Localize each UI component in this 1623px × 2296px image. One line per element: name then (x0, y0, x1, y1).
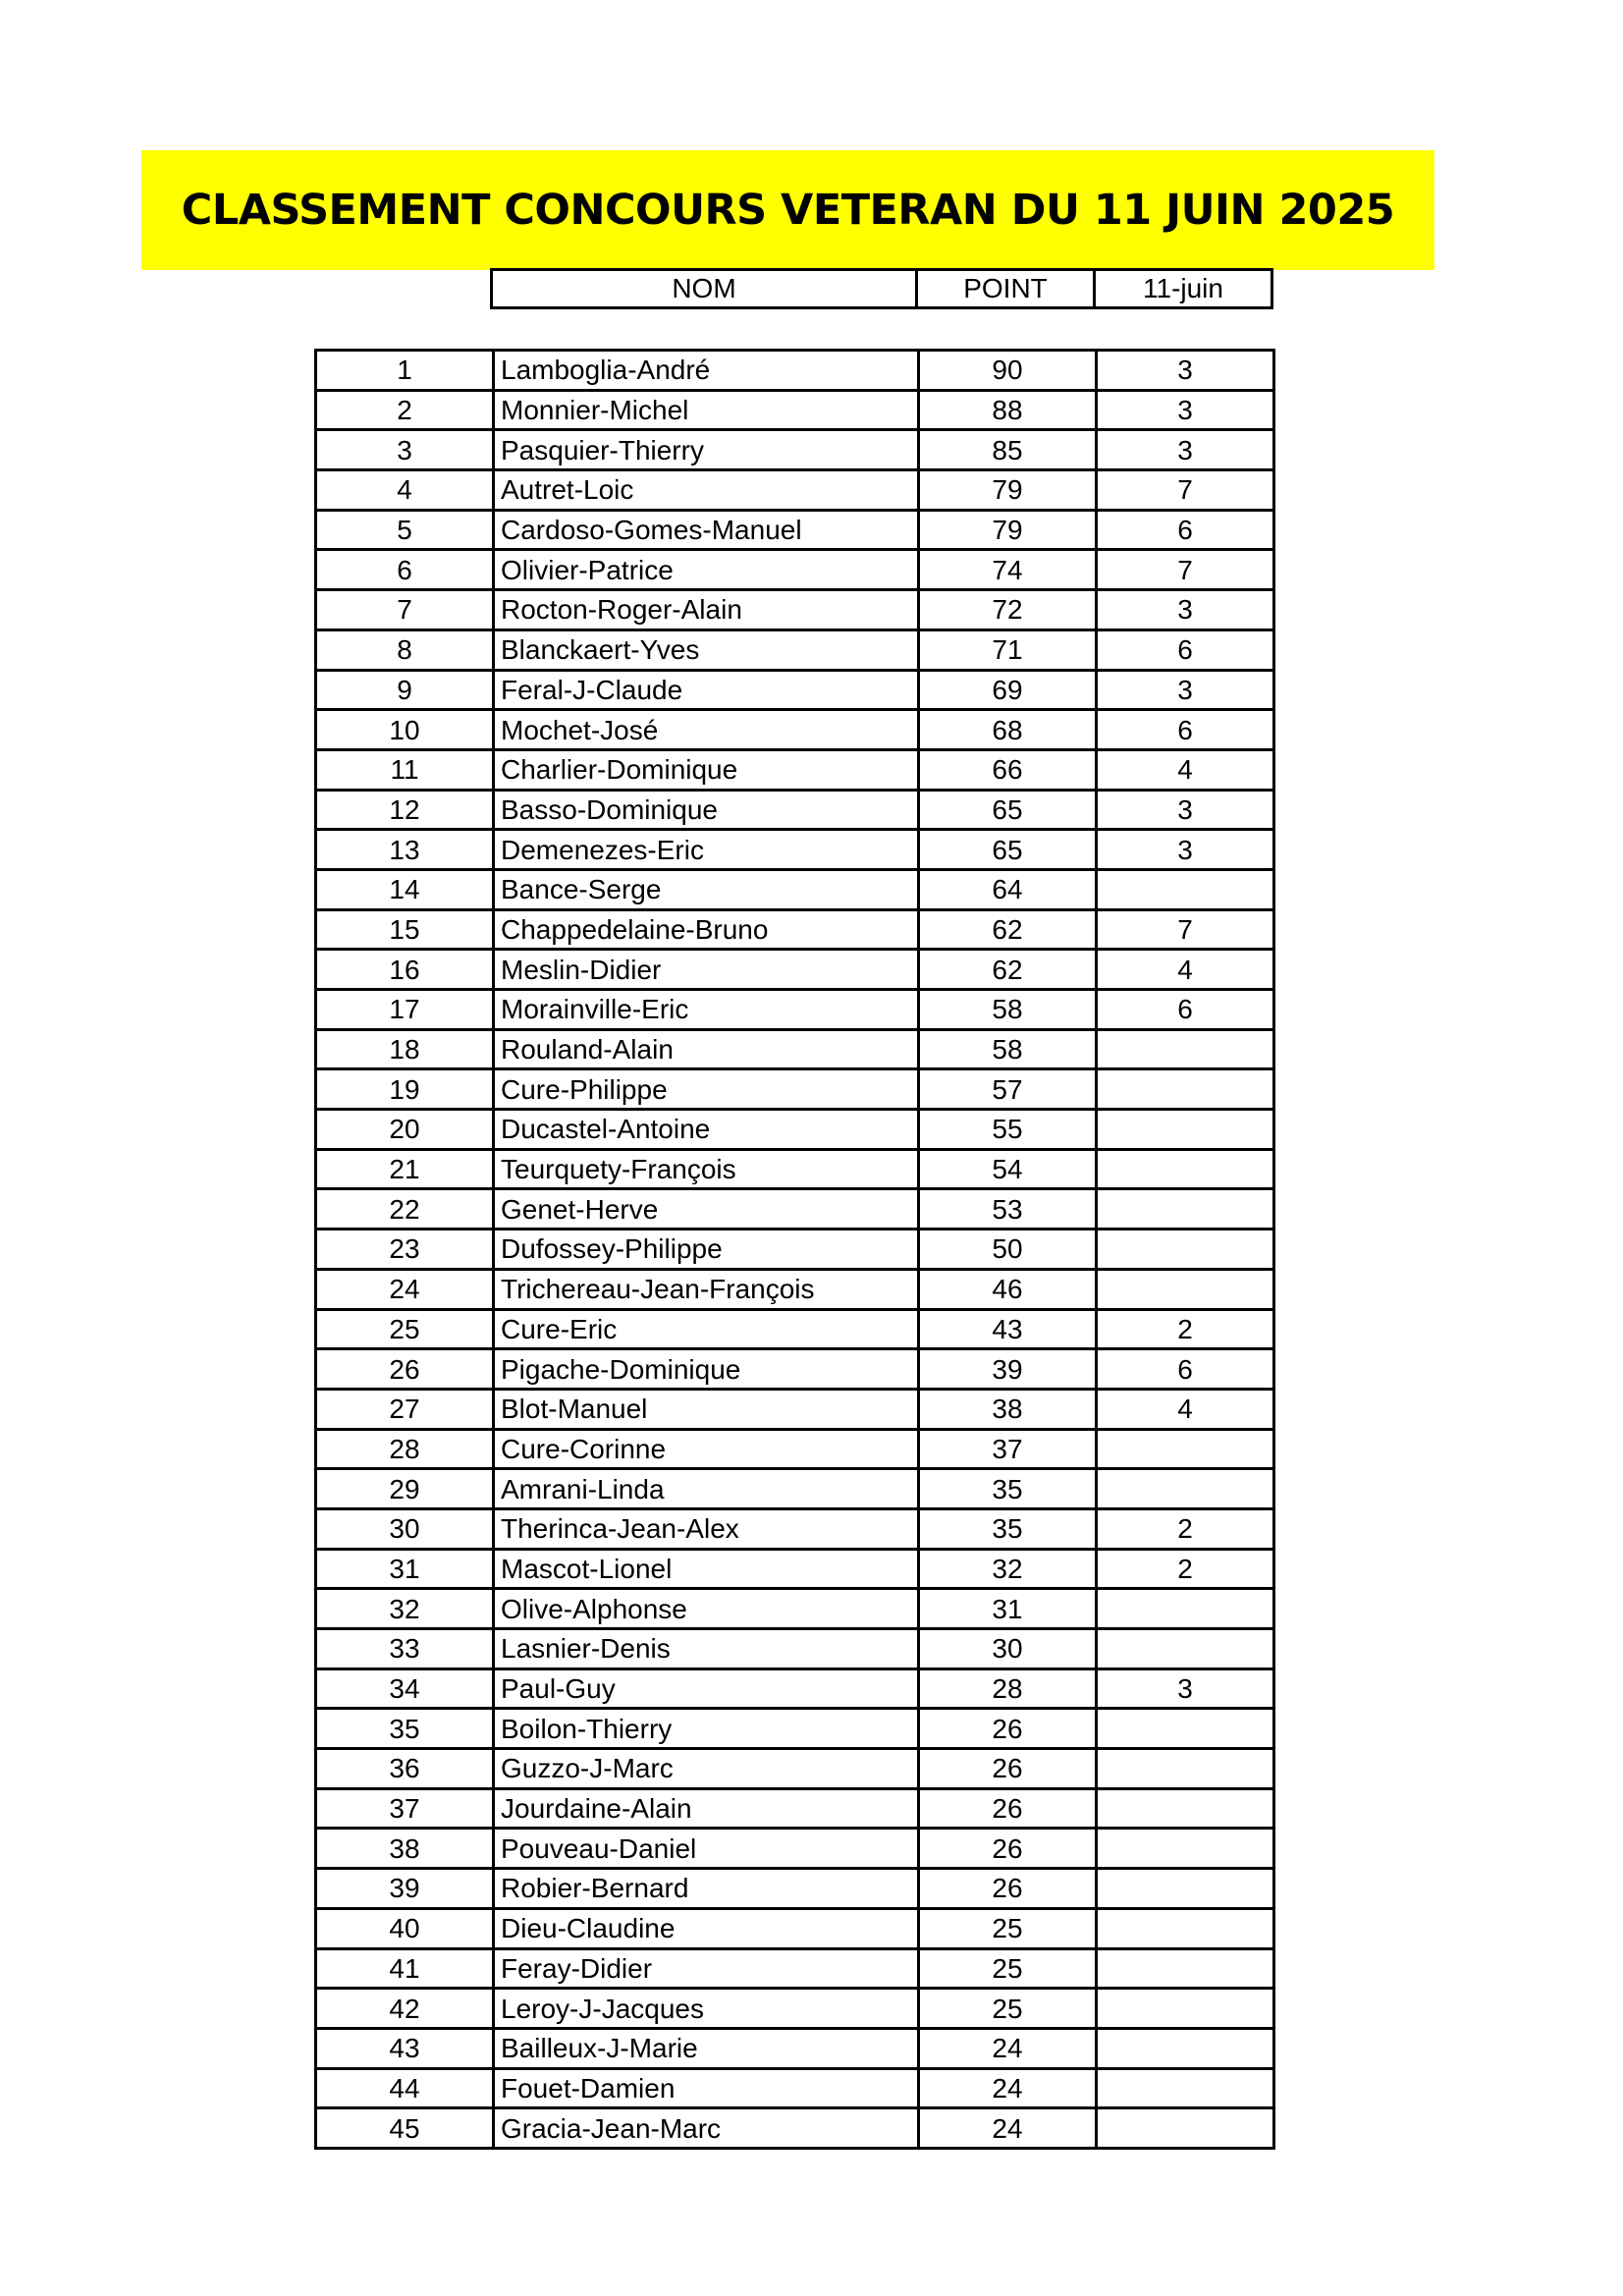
table-row (316, 990, 1274, 1030)
page-title: CLASSEMENT CONCOURS VETERAN DU 11 JUIN 2025 (181, 186, 1395, 235)
point-cell: 43 (919, 1309, 1097, 1349)
header-point: POINT (917, 270, 1095, 308)
name-cell: Guzzo-J-Marc (494, 1749, 919, 1789)
name-cell: Ducastel-Antoine (494, 1110, 919, 1150)
name-cell: Olive-Alphonse (494, 1589, 919, 1629)
table-row (316, 1589, 1274, 1629)
date-score-cell: 3 (1097, 351, 1274, 391)
rank-cell: 43 (316, 2028, 494, 2068)
point-cell: 68 (919, 710, 1097, 750)
point-cell: 26 (919, 1709, 1097, 1749)
column-header-row (492, 270, 1272, 308)
rank-cell: 3 (316, 430, 494, 470)
rank-cell: 8 (316, 629, 494, 670)
table-row (316, 869, 1274, 909)
name-cell: Autret-Loic (494, 470, 919, 511)
column-header-table (490, 268, 1273, 309)
date-score-cell (1097, 1149, 1274, 1189)
rank-cell: 33 (316, 1629, 494, 1669)
name-cell: Robier-Bernard (494, 1869, 919, 1909)
point-cell: 26 (919, 1788, 1097, 1829)
header-date: 11-juin (1095, 270, 1272, 308)
name-cell: Pasquier-Thierry (494, 430, 919, 470)
table-row (316, 1230, 1274, 1270)
date-score-cell: 3 (1097, 430, 1274, 470)
table-row (316, 950, 1274, 990)
name-cell: Mascot-Lionel (494, 1549, 919, 1589)
point-cell: 46 (919, 1269, 1097, 1309)
ranking-table-body (316, 351, 1274, 2149)
name-cell: Rocton-Roger-Alain (494, 590, 919, 630)
date-score-cell: 6 (1097, 710, 1274, 750)
name-cell: Olivier-Patrice (494, 550, 919, 590)
rank-cell: 20 (316, 1110, 494, 1150)
point-cell: 69 (919, 670, 1097, 710)
name-cell: Cure-Corinne (494, 1429, 919, 1469)
name-cell: Bance-Serge (494, 869, 919, 909)
date-score-cell (1097, 1869, 1274, 1909)
rank-cell: 15 (316, 909, 494, 950)
rank-cell: 12 (316, 790, 494, 830)
name-cell: Feral-J-Claude (494, 670, 919, 710)
name-cell: Dieu-Claudine (494, 1908, 919, 1948)
rank-cell: 37 (316, 1788, 494, 1829)
date-score-cell: 3 (1097, 830, 1274, 870)
point-cell: 50 (919, 1230, 1097, 1270)
point-cell: 65 (919, 790, 1097, 830)
rank-cell: 5 (316, 510, 494, 550)
rank-cell: 39 (316, 1869, 494, 1909)
rank-cell: 34 (316, 1668, 494, 1709)
point-cell: 26 (919, 1829, 1097, 1869)
table-row (316, 629, 1274, 670)
table-row (316, 590, 1274, 630)
rank-cell: 36 (316, 1749, 494, 1789)
point-cell: 25 (919, 1989, 1097, 2029)
date-score-cell (1097, 1069, 1274, 1110)
date-score-cell (1097, 1189, 1274, 1230)
rank-cell: 21 (316, 1149, 494, 1189)
date-score-cell (1097, 869, 1274, 909)
date-score-cell: 3 (1097, 590, 1274, 630)
point-cell: 53 (919, 1189, 1097, 1230)
table-row (316, 2108, 1274, 2149)
rank-cell: 45 (316, 2108, 494, 2149)
rank-cell: 4 (316, 470, 494, 511)
table-row (316, 1189, 1274, 1230)
name-cell: Boilon-Thierry (494, 1709, 919, 1749)
name-cell: Charlier-Dominique (494, 749, 919, 790)
table-row (316, 1629, 1274, 1669)
date-score-cell (1097, 1948, 1274, 1989)
rank-cell: 30 (316, 1508, 494, 1549)
name-cell: Basso-Dominique (494, 790, 919, 830)
table-row (316, 510, 1274, 550)
rank-cell: 19 (316, 1069, 494, 1110)
table-row (316, 1269, 1274, 1309)
name-cell: Pigache-Dominique (494, 1349, 919, 1390)
point-cell: 88 (919, 390, 1097, 430)
table-row (316, 1829, 1274, 1869)
date-score-cell (1097, 1749, 1274, 1789)
table-row (316, 430, 1274, 470)
date-score-cell (1097, 2028, 1274, 2068)
rank-cell: 13 (316, 830, 494, 870)
name-cell: Bailleux-J-Marie (494, 2028, 919, 2068)
rank-cell: 23 (316, 1230, 494, 1270)
rank-cell: 24 (316, 1269, 494, 1309)
point-cell: 26 (919, 1869, 1097, 1909)
point-cell: 25 (919, 1948, 1097, 1989)
table-row (316, 1429, 1274, 1469)
point-cell: 25 (919, 1908, 1097, 1948)
point-cell: 62 (919, 950, 1097, 990)
table-row (316, 1069, 1274, 1110)
point-cell: 90 (919, 351, 1097, 391)
date-score-cell: 3 (1097, 670, 1274, 710)
date-score-cell: 3 (1097, 790, 1274, 830)
date-score-cell: 6 (1097, 510, 1274, 550)
name-cell: Cure-Eric (494, 1309, 919, 1349)
name-cell: Genet-Herve (494, 1189, 919, 1230)
date-score-cell (1097, 1709, 1274, 1749)
name-cell: Dufossey-Philippe (494, 1230, 919, 1270)
rank-cell: 26 (316, 1349, 494, 1390)
rank-cell: 17 (316, 990, 494, 1030)
table-row (316, 1668, 1274, 1709)
point-cell: 26 (919, 1749, 1097, 1789)
table-row (316, 790, 1274, 830)
date-score-cell: 7 (1097, 550, 1274, 590)
name-cell: Paul-Guy (494, 1668, 919, 1709)
point-cell: 71 (919, 629, 1097, 670)
table-row (316, 1349, 1274, 1390)
date-score-cell (1097, 2068, 1274, 2108)
table-row (316, 550, 1274, 590)
date-score-cell: 7 (1097, 470, 1274, 511)
point-cell: 74 (919, 550, 1097, 590)
name-cell: Feray-Didier (494, 1948, 919, 1989)
name-cell: Blanckaert-Yves (494, 629, 919, 670)
date-score-cell (1097, 1429, 1274, 1469)
table-row (316, 2028, 1274, 2068)
rank-cell: 32 (316, 1589, 494, 1629)
date-score-cell: 4 (1097, 749, 1274, 790)
name-cell: Cardoso-Gomes-Manuel (494, 510, 919, 550)
date-score-cell (1097, 1230, 1274, 1270)
table-row (316, 1749, 1274, 1789)
header-nom: NOM (492, 270, 917, 308)
rank-cell: 10 (316, 710, 494, 750)
name-cell: Chappedelaine-Bruno (494, 909, 919, 950)
name-cell: Blot-Manuel (494, 1389, 919, 1429)
name-cell: Lasnier-Denis (494, 1629, 919, 1669)
rank-cell: 25 (316, 1309, 494, 1349)
point-cell: 72 (919, 590, 1097, 630)
point-cell: 30 (919, 1629, 1097, 1669)
table-row (316, 830, 1274, 870)
date-score-cell: 2 (1097, 1508, 1274, 1549)
rank-cell: 35 (316, 1709, 494, 1749)
point-cell: 66 (919, 749, 1097, 790)
name-cell: Gracia-Jean-Marc (494, 2108, 919, 2149)
table-row (316, 1908, 1274, 1948)
table-row (316, 1309, 1274, 1349)
table-row (316, 1029, 1274, 1069)
table-row (316, 749, 1274, 790)
table-row (316, 909, 1274, 950)
point-cell: 38 (919, 1389, 1097, 1429)
name-cell: Cure-Philippe (494, 1069, 919, 1110)
point-cell: 62 (919, 909, 1097, 950)
date-score-cell (1097, 1110, 1274, 1150)
table-row (316, 390, 1274, 430)
date-score-cell: 6 (1097, 990, 1274, 1030)
table-row (316, 1989, 1274, 2029)
rank-cell: 18 (316, 1029, 494, 1069)
rank-cell: 14 (316, 869, 494, 909)
table-row (316, 1788, 1274, 1829)
date-score-cell (1097, 1629, 1274, 1669)
date-score-cell: 7 (1097, 909, 1274, 950)
date-score-cell (1097, 1469, 1274, 1509)
rank-cell: 38 (316, 1829, 494, 1869)
name-cell: Rouland-Alain (494, 1029, 919, 1069)
rank-cell: 16 (316, 950, 494, 990)
table-row (316, 1709, 1274, 1749)
point-cell: 54 (919, 1149, 1097, 1189)
rank-cell: 42 (316, 1989, 494, 2029)
rank-cell: 22 (316, 1189, 494, 1230)
rank-cell: 11 (316, 749, 494, 790)
rank-cell: 40 (316, 1908, 494, 1948)
name-cell: Jourdaine-Alain (494, 1788, 919, 1829)
date-score-cell (1097, 1589, 1274, 1629)
rank-cell: 2 (316, 390, 494, 430)
rank-cell: 9 (316, 670, 494, 710)
name-cell: Trichereau-Jean-François (494, 1269, 919, 1309)
point-cell: 28 (919, 1668, 1097, 1709)
point-cell: 57 (919, 1069, 1097, 1110)
name-cell: Morainville-Eric (494, 990, 919, 1030)
name-cell: Meslin-Didier (494, 950, 919, 990)
name-cell: Fouet-Damien (494, 2068, 919, 2108)
table-row (316, 470, 1274, 511)
date-score-cell: 2 (1097, 1549, 1274, 1589)
table-row (316, 1869, 1274, 1909)
point-cell: 79 (919, 510, 1097, 550)
point-cell: 24 (919, 2028, 1097, 2068)
table-row (316, 1149, 1274, 1189)
table-row (316, 1110, 1274, 1150)
name-cell: Mochet-José (494, 710, 919, 750)
rank-cell: 7 (316, 590, 494, 630)
name-cell: Monnier-Michel (494, 390, 919, 430)
name-cell: Teurquety-François (494, 1149, 919, 1189)
rank-cell: 28 (316, 1429, 494, 1469)
date-score-cell (1097, 2108, 1274, 2149)
table-row (316, 1508, 1274, 1549)
point-cell: 58 (919, 990, 1097, 1030)
table-row (316, 1469, 1274, 1509)
table-row (316, 670, 1274, 710)
point-cell: 32 (919, 1549, 1097, 1589)
rank-cell: 29 (316, 1469, 494, 1509)
name-cell: Demenezes-Eric (494, 830, 919, 870)
table-row (316, 1948, 1274, 1989)
name-cell: Leroy-J-Jacques (494, 1989, 919, 2029)
point-cell: 35 (919, 1469, 1097, 1509)
point-cell: 85 (919, 430, 1097, 470)
point-cell: 39 (919, 1349, 1097, 1390)
point-cell: 79 (919, 470, 1097, 511)
point-cell: 31 (919, 1589, 1097, 1629)
rank-cell: 27 (316, 1389, 494, 1429)
date-score-cell: 4 (1097, 1389, 1274, 1429)
table-row (316, 2068, 1274, 2108)
rank-cell: 1 (316, 351, 494, 391)
name-cell: Lamboglia-André (494, 351, 919, 391)
point-cell: 35 (919, 1508, 1097, 1549)
date-score-cell (1097, 1788, 1274, 1829)
date-score-cell: 3 (1097, 1668, 1274, 1709)
date-score-cell (1097, 1908, 1274, 1948)
rank-cell: 31 (316, 1549, 494, 1589)
table-row (316, 710, 1274, 750)
date-score-cell (1097, 1269, 1274, 1309)
date-score-cell: 6 (1097, 629, 1274, 670)
table-row (316, 1549, 1274, 1589)
name-cell: Pouveau-Daniel (494, 1829, 919, 1869)
date-score-cell: 6 (1097, 1349, 1274, 1390)
point-cell: 55 (919, 1110, 1097, 1150)
rank-cell: 6 (316, 550, 494, 590)
date-score-cell: 4 (1097, 950, 1274, 990)
point-cell: 24 (919, 2108, 1097, 2149)
name-cell: Amrani-Linda (494, 1469, 919, 1509)
point-cell: 65 (919, 830, 1097, 870)
point-cell: 37 (919, 1429, 1097, 1469)
point-cell: 58 (919, 1029, 1097, 1069)
table-row (316, 351, 1274, 391)
date-score-cell (1097, 1989, 1274, 2029)
date-score-cell (1097, 1829, 1274, 1869)
date-score-cell: 3 (1097, 390, 1274, 430)
point-cell: 24 (919, 2068, 1097, 2108)
table-row (316, 1389, 1274, 1429)
rank-cell: 44 (316, 2068, 494, 2108)
title-banner (141, 150, 1434, 270)
date-score-cell: 2 (1097, 1309, 1274, 1349)
rank-cell: 41 (316, 1948, 494, 1989)
point-cell: 64 (919, 869, 1097, 909)
ranking-table (314, 349, 1275, 2150)
date-score-cell (1097, 1029, 1274, 1069)
name-cell: Therinca-Jean-Alex (494, 1508, 919, 1549)
